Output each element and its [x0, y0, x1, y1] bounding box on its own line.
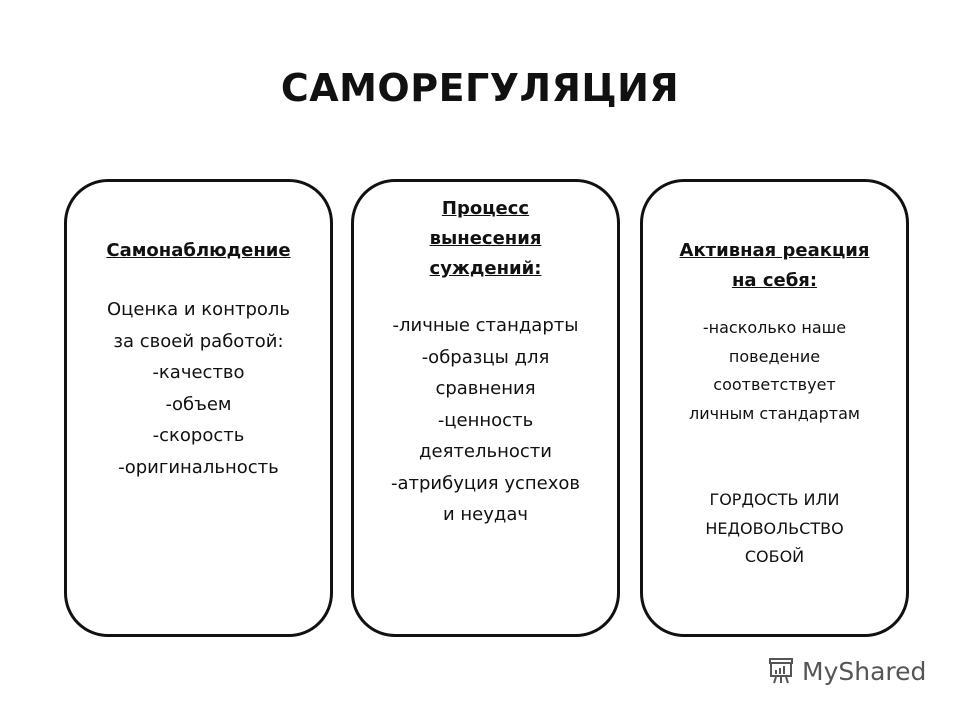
box-line: сравнения [435, 378, 536, 399]
myshared-watermark [766, 656, 926, 686]
watermark-text: MyShared [802, 656, 927, 686]
box-line: -оригинальность [118, 456, 279, 478]
box-heading: суждений: [429, 258, 542, 279]
box-heading: на себя: [731, 270, 818, 291]
box-line: соответствует [713, 375, 836, 394]
box-line: личным стандартам [689, 403, 860, 423]
box-line: -атрибуция успехов [390, 472, 581, 494]
conclusion-line: ГОРДОСТЬ ИЛИ [709, 490, 840, 509]
box-heading: вынесения [429, 228, 542, 249]
judgment-process-box [351, 179, 620, 637]
box-line: -объем [165, 393, 232, 415]
presentation-board-icon [766, 656, 796, 686]
self-observation-box [64, 179, 333, 637]
box-line: -образцы для [421, 346, 550, 368]
box-line: и неудач [442, 504, 529, 525]
active-reaction-box [640, 179, 909, 637]
box-line: -ценность [437, 409, 534, 431]
box-heading: Самонаблюдение [106, 240, 291, 261]
box-heading: Активная реакция [679, 240, 870, 261]
box-line: Оценка и контроль [107, 299, 290, 320]
box-line: -качество [152, 362, 245, 383]
box-line: за своей работой: [113, 330, 284, 352]
box-line: -насколько наше [702, 318, 847, 337]
box-heading: Процесс [441, 198, 530, 219]
conclusion-line: НЕДОВОЛЬСТВО [705, 518, 844, 538]
box-line: деятельности [419, 441, 552, 462]
conclusion-line: СОБОЙ [744, 547, 805, 566]
box-line: -личные стандарты [392, 315, 579, 336]
box-line: -скорость [152, 425, 245, 446]
slide-title: САМОРЕГУЛЯЦИЯ [280, 66, 680, 110]
box-line: поведение [728, 346, 821, 366]
